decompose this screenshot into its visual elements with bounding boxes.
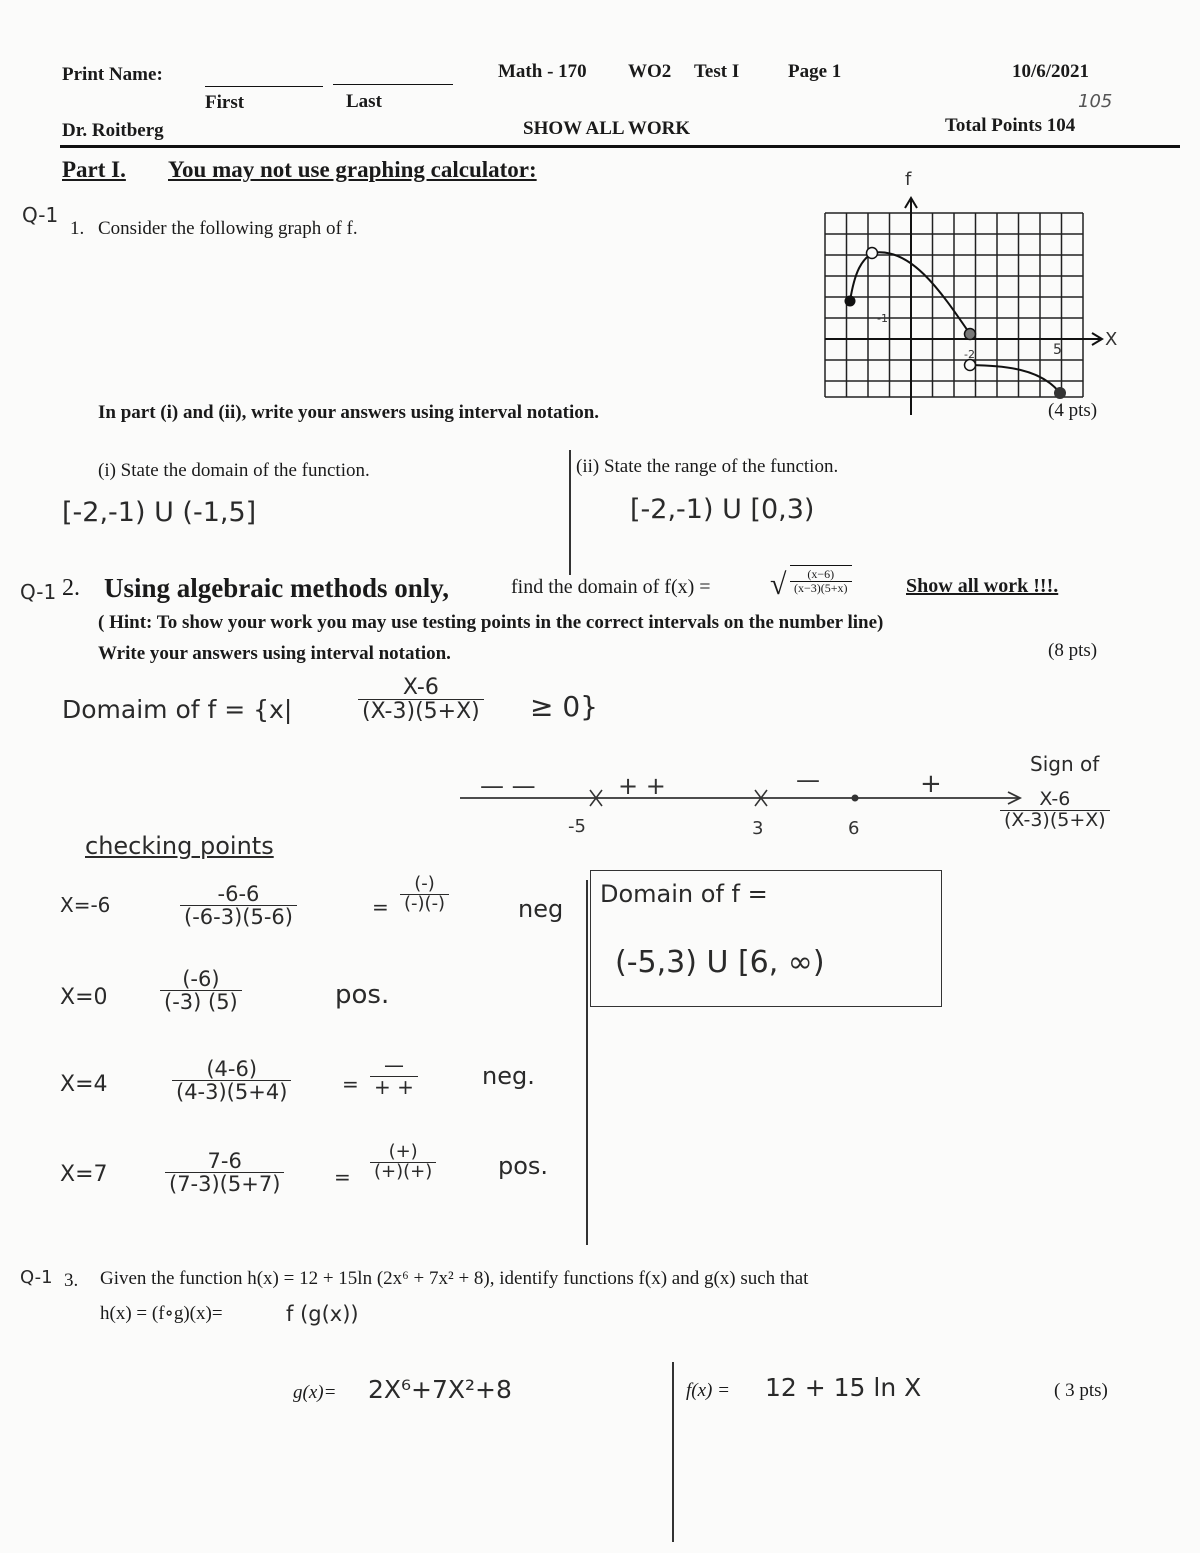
total-points: Total Points 104 (945, 115, 1076, 136)
check-2-frac-wrap (160, 968, 242, 1013)
check-2-frac (160, 968, 242, 1013)
q2-func-den: (x−3)(5+x) (794, 580, 848, 595)
check-1-eq: = (372, 895, 389, 919)
check-4-eq: = (334, 1165, 351, 1189)
last-name-blank[interactable] (333, 84, 453, 85)
q2-hint: ( Hint: To show your work you may use testing points in the correct intervals on the number line) (98, 612, 884, 633)
sign-of-num: X-6 (1000, 790, 1110, 811)
sign-3: — (796, 766, 820, 794)
q2-fraction (790, 568, 852, 594)
print-name-label: Print Name: (62, 64, 163, 85)
q3-divider (672, 1362, 674, 1542)
check-1-num: -6-6 (180, 883, 297, 906)
check-2-num: (-6) (160, 968, 242, 991)
point-6: 6 (848, 818, 860, 839)
check-4-frac-wrap (165, 1150, 284, 1195)
handwritten-total: 105 (1078, 91, 1113, 112)
q2-points: (8 pts) (1048, 640, 1098, 661)
part-label: Part I. (62, 157, 126, 182)
check-1-frac (180, 883, 297, 928)
q2-radicand (790, 565, 852, 594)
closed-point-left (845, 296, 856, 307)
sign-4: + (920, 769, 942, 799)
check-1-frac-wrap (180, 883, 297, 928)
q2-lead: Using algebraic methods only, (104, 573, 450, 603)
q2-domain-frac (358, 676, 484, 723)
q3-points: ( 3 pts) (1054, 1380, 1108, 1401)
q2-prompt: find the domain of f(x) = (511, 576, 711, 598)
graph-y-label: f (905, 169, 912, 190)
closed-point-right (1054, 387, 1066, 399)
check-4-result: pos. (498, 1152, 549, 1180)
q1-range-answer: [-2,-1) U [0,3) (630, 494, 815, 525)
point-3: 3 (752, 818, 764, 839)
graph-grid (825, 213, 1083, 397)
q2-answer: (-5,3) U [6, ∞) (615, 945, 825, 980)
check-4-sign-frac (370, 1143, 436, 1182)
closed-point-mid (965, 329, 976, 340)
check-1-sden: (-)(-) (404, 892, 446, 914)
q1-part-ii-label: (ii) State the range of the function. (576, 456, 839, 477)
graph-x-label: X (1105, 329, 1118, 350)
first-name-blank[interactable] (205, 86, 323, 87)
q1-points: (4 pts) (1048, 400, 1098, 421)
q3-f-answer: 12 + 15 ln X (765, 1373, 922, 1402)
open-point-mid (965, 360, 976, 371)
q2-domain-den: (X-3)(5+X) (362, 699, 480, 725)
q3-g-answer: 2X⁶+7X²+8 (368, 1375, 512, 1404)
section-code: WO2 (628, 61, 672, 82)
q2-show-all: Show all work !!!. (906, 575, 1059, 597)
part-title: You may not use graphing calculator: (168, 157, 537, 182)
q2-domain-num: X-6 (358, 676, 484, 700)
check-3-sden: + + (374, 1075, 414, 1099)
check-3-frac-wrap (172, 1058, 291, 1103)
sign-of-frac-wrap (1000, 790, 1110, 831)
graph-axes (825, 198, 1102, 415)
check-3-eq: = (342, 1072, 359, 1096)
sign-of-frac (1000, 790, 1110, 831)
q1-part-i-label: (i) State the domain of the function. (98, 460, 370, 481)
header-rule (60, 145, 1180, 148)
q2-domain-frac-wrap (358, 676, 484, 723)
graph-tick-neg: -2 (964, 348, 975, 361)
test-name: Test I (694, 61, 740, 82)
q1-instruction: In part (i) and (ii), write your answers using interval notation. (98, 402, 600, 423)
q3-f-label: f(x) = (686, 1380, 730, 1401)
open-point-top (867, 248, 878, 259)
q2-radical: √ (770, 568, 787, 601)
check-2-result: pos. (335, 980, 390, 1010)
check-3-frac (172, 1058, 291, 1103)
course-code: Math - 170 (498, 61, 587, 82)
q1-graph (800, 160, 1140, 420)
q1-domain-answer: [-2,-1) U (-1,5] (62, 497, 257, 528)
q2-tag: Q-1 (20, 580, 57, 604)
instructor-name: Dr. Roitberg (62, 120, 164, 141)
graph-tick-5: 5 (1053, 342, 1062, 358)
number-line-dot-6 (852, 795, 859, 802)
q3-number: 3. (64, 1270, 79, 1291)
check-4-sden: (+)(+) (374, 1160, 433, 1182)
q1-tag: Q-1 (22, 203, 59, 227)
check-1-sign-frac (400, 875, 449, 914)
check-3-snum: — (370, 1055, 418, 1077)
q3-g-label: g(x)= (293, 1382, 337, 1403)
point-neg5: -5 (568, 816, 586, 837)
check-1-result: neg (518, 895, 564, 923)
check-3-sign-wrap (370, 1055, 418, 1098)
check-4-x: X=7 (60, 1162, 108, 1187)
check-2-x: X=0 (60, 985, 108, 1010)
q2-domain-lhs: Domaim of f = {x| (62, 695, 293, 724)
q1-divider (569, 450, 571, 575)
check-3-sign-frac (370, 1055, 418, 1098)
sign-of-label: Sign of (1030, 752, 1100, 776)
check-1-snum: (-) (400, 875, 449, 895)
check-4-frac (165, 1150, 284, 1195)
q3-composition-hw: f (g(x)) (286, 1302, 359, 1326)
check-1-den: (-6-3)(5-6) (184, 905, 293, 930)
checking-label: checking points (85, 832, 274, 860)
check-1-sign-wrap (400, 875, 449, 914)
q2-number: 2. (62, 575, 80, 601)
check-3-result: neg. (482, 1062, 535, 1090)
check-2-den: (-3) (5) (164, 990, 238, 1015)
check-3-den: (4-3)(5+4) (176, 1080, 288, 1105)
q1-number: 1. (70, 218, 85, 239)
page-number: Page 1 (788, 61, 842, 82)
q2-answer-label: Domain of f = (600, 880, 768, 908)
first-label: First (205, 92, 245, 113)
q2-domain-rhs: ≥ 0} (530, 690, 598, 723)
check-4-snum: (+) (370, 1143, 436, 1163)
check-1-x: X=-6 (60, 893, 111, 917)
q2-func-num: (x−6) (790, 568, 852, 582)
check-3-num: (4-6) (172, 1058, 291, 1081)
show-all-work-header: SHOW ALL WORK (523, 118, 691, 139)
q3-composition: h(x) = (f∘g)(x)= (100, 1303, 223, 1324)
q1-prompt: Consider the following graph of f. (98, 218, 358, 239)
last-label: Last (346, 91, 382, 112)
q2-write: Write your answers using interval notation. (98, 643, 451, 664)
sign-1: — — (480, 772, 536, 800)
check-3-x: X=4 (60, 1072, 108, 1097)
test-date: 10/6/2021 (1012, 61, 1090, 82)
sign-of-den: (X-3)(5+X) (1004, 808, 1106, 831)
check-4-sign-wrap (370, 1143, 436, 1182)
curve-right (970, 365, 1060, 393)
graph-tick-neg1: -1 (877, 312, 888, 325)
check-4-den: (7-3)(5+7) (169, 1172, 281, 1197)
check-4-num: 7-6 (165, 1150, 284, 1173)
q2-work-divider (586, 880, 588, 1245)
q3-tag: Q-1 (20, 1267, 53, 1288)
q3-prompt: Given the function h(x) = 12 + 15ln (2x⁶ + 7x² + 8), identify functions f(x) and g(x) such that (100, 1268, 809, 1289)
sign-2: + + (618, 772, 666, 800)
